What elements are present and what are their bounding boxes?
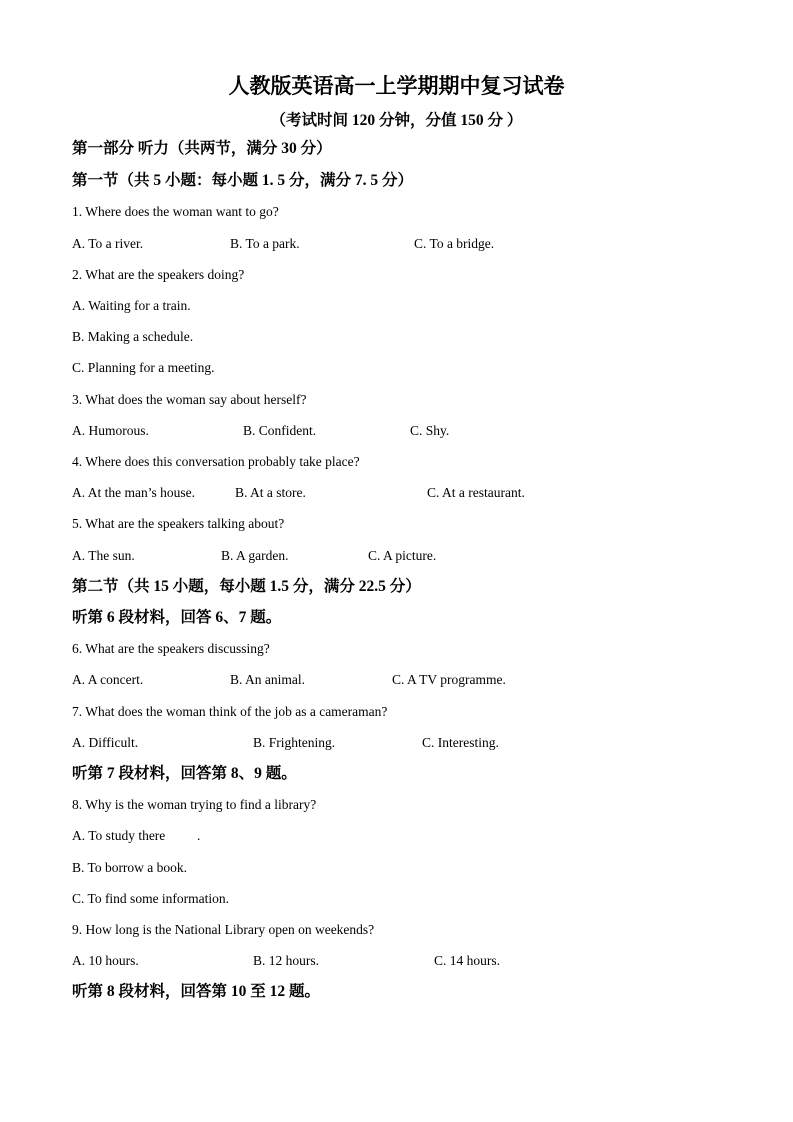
question-1: 1. Where does the woman want to go?: [72, 204, 279, 219]
q5-option-a: A. The sun.: [72, 548, 135, 563]
question-7: 7. What does the woman think of the job as a cameraman?: [72, 704, 388, 719]
q8-option-a-period: .: [197, 828, 201, 843]
material-6-instruction: 听第 6 段材料，回答 6、7 题。: [72, 609, 282, 626]
question-4: 4. Where does this conversation probably take place?: [72, 454, 360, 469]
q2-option-a: A. Waiting for a train.: [72, 298, 191, 313]
q6-option-c: C. A TV programme.: [392, 672, 506, 687]
q7-option-b: B. Frightening.: [253, 735, 336, 750]
q4-option-a: A. At the man’s house.: [72, 485, 195, 500]
q3-option-b: B. Confident.: [243, 423, 317, 438]
part1-heading: 第一部分 听力（共两节，满分 30 分）: [72, 140, 332, 157]
page-title: 人教版英语高一上学期期中复习试卷: [228, 74, 565, 98]
q5-option-c: C. A picture.: [368, 548, 437, 563]
question-3: 3. What does the woman say about herself?: [72, 392, 307, 407]
question-8: 8. Why is the woman trying to find a library?: [72, 797, 317, 812]
question-6: 6. What are the speakers discussing?: [72, 641, 270, 656]
section1-heading: 第一节（共 5 小题：每小题 1. 5 分，满分 7. 5 分）: [72, 172, 414, 189]
q9-option-b: B. 12 hours.: [253, 953, 320, 968]
section2-heading: 第二节（共 15 小题，每小题 1.5 分，满分 22.5 分）: [72, 578, 421, 595]
q8-option-c: C. To find some information.: [72, 891, 230, 906]
q9-option-c: C. 14 hours.: [434, 953, 501, 968]
question-9: 9. How long is the National Library open on weekends?: [72, 922, 375, 937]
q2-option-b: B. Making a schedule.: [72, 329, 194, 344]
question-5: 5. What are the speakers talking about?: [72, 516, 285, 531]
q9-option-a: A. 10 hours.: [72, 953, 139, 968]
exam-info: （考试时间 120 分钟，分值 150 分 ）: [270, 112, 523, 129]
q7-option-c: C. Interesting.: [422, 735, 499, 750]
material-8-instruction: 听第 8 段材料，回答第 10 至 12 题。: [72, 983, 321, 1000]
q1-option-c: C. To a bridge.: [414, 236, 495, 251]
q8-option-a: A. To study there: [72, 828, 166, 843]
q1-option-b: B. To a park.: [230, 236, 300, 251]
question-2: 2. What are the speakers doing?: [72, 267, 245, 282]
material-7-instruction: 听第 7 段材料，回答第 8、9 题。: [72, 765, 297, 782]
q4-option-c: C. At a restaurant.: [427, 485, 525, 500]
q2-option-c: C. Planning for a meeting.: [72, 360, 215, 375]
q6-option-a: A. A concert.: [72, 672, 144, 687]
q6-option-b: B. An animal.: [230, 672, 305, 687]
q3-option-c: C. Shy.: [410, 423, 450, 438]
q1-option-a: A. To a river.: [72, 236, 144, 251]
q7-option-a: A. Difficult.: [72, 735, 139, 750]
q5-option-b: B. A garden.: [221, 548, 289, 563]
q3-option-a: A. Humorous.: [72, 423, 149, 438]
q8-option-b: B. To borrow a book.: [72, 860, 188, 875]
q4-option-b: B. At a store.: [235, 485, 306, 500]
